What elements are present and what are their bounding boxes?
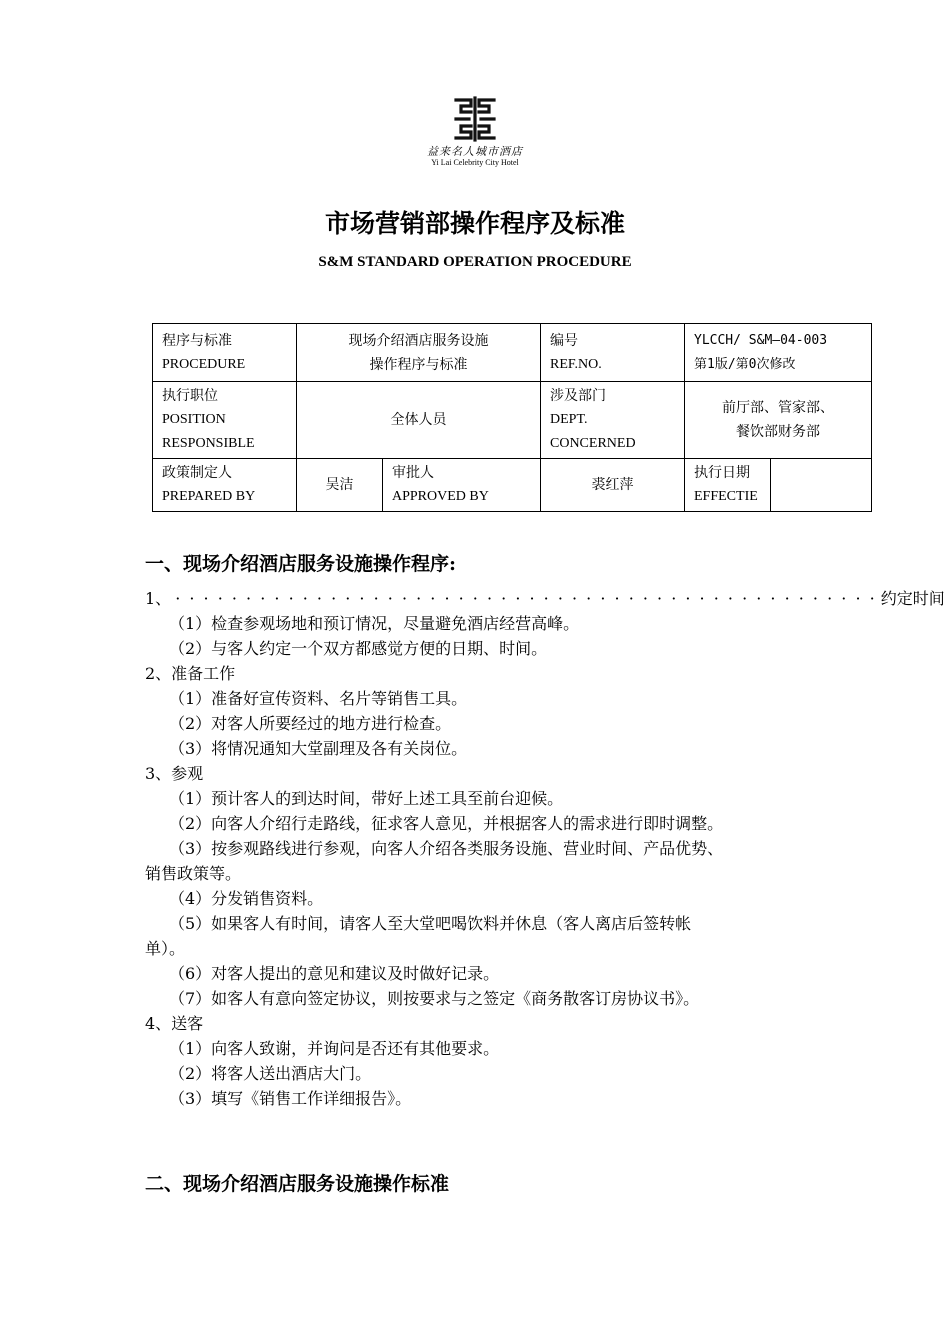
dept-value-line2: 餐饮部财务部 <box>736 424 820 440</box>
position-value-cell <box>297 382 541 459</box>
list-item: 2、准备工作 <box>145 664 236 683</box>
list-item: （1）预计客人的到达时间，带好上述工具至前台迎候。 <box>169 789 564 808</box>
position-label-cn: 执行职位 <box>162 388 218 404</box>
prepared-value-cell <box>297 459 383 512</box>
approved-label-en: APPROVED BY <box>392 489 489 504</box>
list-item: 单）。 <box>145 939 186 958</box>
procedure-value-line1: 现场介绍酒店服务设施 <box>348 332 489 349</box>
list-item <box>145 586 945 611</box>
list-item: （1）检查参观场地和预订情况，尽量避免酒店经营高峰。 <box>169 614 580 633</box>
list-item: （2）对客人所要经过的地方进行检查。 <box>169 714 452 733</box>
table-row <box>153 459 872 512</box>
approved-value: 裘红萍 <box>591 477 634 493</box>
approved-label-cell <box>383 459 541 512</box>
hotel-logo <box>420 96 530 168</box>
list-item: （1）准备好宣传资料、名片等销售工具。 <box>169 689 468 708</box>
list-item: （3）按参观路线进行参观，向客人介绍各类服务设施、营业时间、产品优势、 <box>169 839 724 858</box>
list-item: 4、送客 <box>145 1014 204 1033</box>
dept-label-en-1: DEPT. <box>550 412 588 427</box>
dept-label-cn: 涉及部门 <box>550 388 606 404</box>
procedure-label-cell <box>153 324 297 382</box>
step1-title: 约定时间 <box>880 589 945 608</box>
position-label-en-2: RESPONSIBLE <box>162 436 255 451</box>
step1-number: 1、 <box>145 589 172 608</box>
list-item: （1）向客人致谢，并询问是否还有其他要求。 <box>169 1039 500 1058</box>
dept-label-en-2: CONCERNED <box>550 436 636 451</box>
procedure-label-en: PROCEDURE <box>162 356 246 372</box>
list-item: 销售政策等。 <box>145 864 242 883</box>
page-title-en: S&M STANDARD OPERATION PROCEDURE <box>318 254 632 270</box>
logo-name-en: Yi Lai Celebrity City Hotel <box>431 158 519 167</box>
list-item: （2）将客人送出酒店大门。 <box>169 1064 372 1083</box>
list-item: （6）对客人提出的意见和建议及时做好记录。 <box>169 964 500 983</box>
table-row <box>153 324 872 382</box>
list-item: 3、参观 <box>145 764 204 783</box>
effective-label-cn: 执行日期 <box>694 465 750 481</box>
ref-value-cell <box>685 324 872 382</box>
approved-label-cn: 审批人 <box>392 465 434 481</box>
ref-value-line2: 第1版/第0次修改 <box>694 356 796 372</box>
list-item: （3）填写《销售工作详细报告》。 <box>169 1089 412 1108</box>
dept-label-cell <box>541 382 685 459</box>
procedure-label-cn: 程序与标准 <box>162 332 232 349</box>
list-item: （3）将情况通知大堂副理及各有关岗位。 <box>169 739 468 758</box>
ref-label-cn: 编号 <box>550 332 578 349</box>
page-title-cn: 市场营销部操作程序及标准 <box>324 209 625 238</box>
position-value: 全体人员 <box>390 412 447 428</box>
prepared-label-cn: 政策制定人 <box>162 465 232 481</box>
section1-heading: 一、现场介绍酒店服务设施操作程序: <box>145 553 457 575</box>
dept-value-line1: 前厅部、管家部、 <box>722 400 834 416</box>
list-item: （5）如果客人有时间，请客人至大堂吧喝饮料并休息（客人离店后签转帐 <box>169 914 692 933</box>
section1-body <box>145 586 945 1111</box>
position-label-cell <box>153 382 297 459</box>
prepared-label-en: PREPARED BY <box>162 489 256 504</box>
list-item: （4）分发销售资料。 <box>169 889 324 908</box>
prepared-label-cell <box>153 459 297 512</box>
prepared-value: 吴洁 <box>325 477 354 493</box>
list-item: （2）向客人介绍行走路线，征求客人意见，并根据客人的需求进行即时调整。 <box>169 814 724 833</box>
procedure-info-table <box>152 323 872 512</box>
procedure-value-line2: 操作程序与标准 <box>369 356 468 373</box>
effective-label-en: EFFECTIE <box>694 489 758 504</box>
list-item: （2）与客人约定一个双方都感觉方便的日期、时间。 <box>169 639 548 658</box>
effective-value-cell <box>771 459 872 512</box>
section2-heading: 二、现场介绍酒店服务设施操作标准 <box>145 1173 450 1195</box>
hotel-emblem-icon <box>452 96 498 142</box>
table-row <box>153 382 872 459</box>
ref-label-en: REF.NO. <box>550 356 602 372</box>
dept-value-cell <box>685 382 872 459</box>
logo-name-cn: 益来名人城市酒店 <box>427 145 523 158</box>
procedure-value-cell <box>297 324 541 382</box>
effective-label-cell <box>685 459 771 512</box>
dot-leader: · · · · · · · · · · · · · · · · · · · · · · · · · · · · · · · · · · · · · · · · · · · · · · · · · · <box>175 589 877 608</box>
approved-value-cell <box>541 459 685 512</box>
position-label-en-1: POSITION <box>162 412 226 427</box>
list-item: （7）如客人有意向签定协议，则按要求与之签定《商务散客订房协议书》。 <box>169 989 700 1008</box>
ref-label-cell <box>541 324 685 382</box>
ref-value-line1: YLCCH/ S&M—04-003 <box>694 332 828 348</box>
